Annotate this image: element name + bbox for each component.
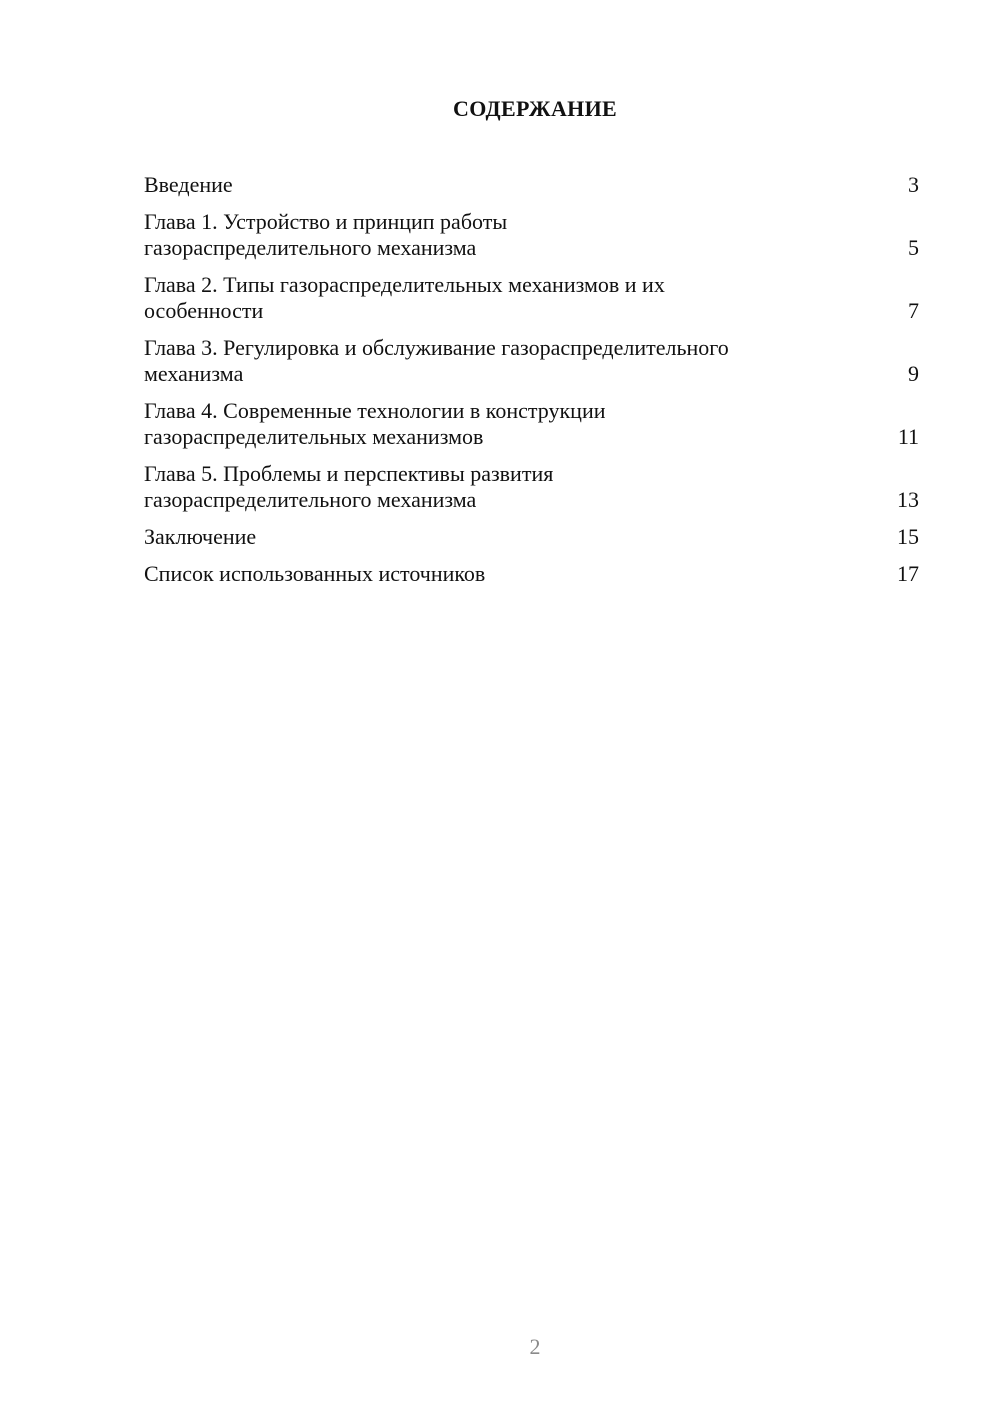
page-number: 2 xyxy=(529,1334,541,1359)
table-of-contents xyxy=(144,172,919,598)
toc-entry-introduction xyxy=(144,172,919,198)
toc-entry-chapter-4 xyxy=(144,398,919,450)
toc-entry-page: 13 xyxy=(897,487,919,512)
toc-entry-chapter-3 xyxy=(144,335,919,387)
toc-entry-page: 15 xyxy=(897,524,919,549)
toc-entry-chapter-1 xyxy=(144,209,919,261)
toc-entry-page: 17 xyxy=(897,561,919,586)
toc-entry-text: Глава 1. Устройство и принцип работы газораспределительного механизма xyxy=(144,209,508,260)
toc-entry-text: Глава 2. Типы газораспределительных механизмов и их особенности xyxy=(144,272,665,323)
toc-entry-text: Введение xyxy=(144,172,233,197)
toc-entry-text: Глава 5. Проблемы и перспективы развития газораспределительного механизма xyxy=(144,461,554,512)
toc-entry-chapter-5 xyxy=(144,461,919,513)
toc-entry-text: Глава 4. Современные технологии в конструкции газораспределительных механизмов xyxy=(144,398,606,449)
toc-entry-text: Глава 3. Регулировка и обслуживание газораспределительного механизма xyxy=(144,335,729,386)
toc-entry-page: 9 xyxy=(908,361,919,386)
toc-entry-page: 11 xyxy=(897,424,919,449)
toc-entry-conclusion xyxy=(144,524,919,550)
toc-entry-page: 7 xyxy=(908,298,919,323)
page-title: СОДЕРЖАНИЕ xyxy=(453,96,617,121)
toc-entry-text: Заключение xyxy=(144,524,257,549)
toc-entry-page: 3 xyxy=(908,172,919,197)
toc-entry-page: 5 xyxy=(908,235,919,260)
toc-entry-chapter-2 xyxy=(144,272,919,324)
toc-entry-references xyxy=(144,561,919,587)
toc-entry-text: Список использованных источников xyxy=(144,561,486,586)
